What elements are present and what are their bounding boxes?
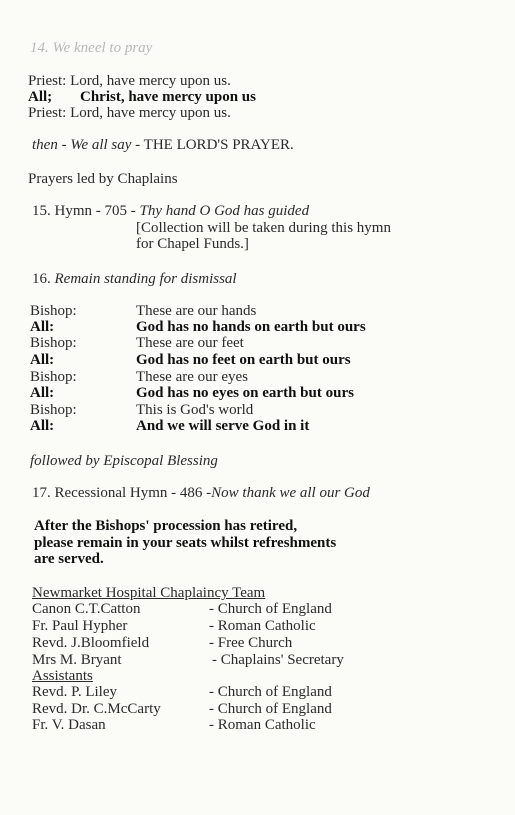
assistant-row bbox=[32, 717, 452, 734]
kyrie-text: Lord, have mercy upon us. bbox=[70, 105, 231, 121]
team-member-row bbox=[32, 652, 452, 669]
item-14-faded-heading: 14. We kneel to pray bbox=[30, 40, 153, 56]
team-heading: Newmarket Hospital Chaplaincy Team bbox=[32, 585, 266, 601]
item-15-title: Thy hand O God has guided bbox=[139, 203, 310, 219]
kyrie-role: Priest: bbox=[28, 105, 67, 121]
dismissal-text: And we will serve God in it bbox=[136, 418, 310, 434]
dismissal-role: All: bbox=[30, 418, 55, 434]
item-17-title: Now thank we all our God bbox=[211, 485, 370, 501]
kyrie-text: Lord, have mercy upon us. bbox=[70, 73, 231, 89]
lords-prayer-lead: then - We all say - bbox=[32, 137, 141, 153]
prayers-by-chaplains: Prayers led by Chaplains bbox=[28, 171, 178, 187]
assistant-row bbox=[32, 684, 452, 701]
dismissal-role: Bishop: bbox=[30, 402, 77, 418]
dismissal-line-5 bbox=[30, 369, 490, 386]
dismissal-line-6 bbox=[30, 385, 490, 402]
assistant-name: Revd. P. Liley bbox=[32, 684, 117, 700]
dismissal-text: God has no feet on earth but ours bbox=[136, 352, 351, 368]
kyrie-line-2 bbox=[28, 89, 256, 106]
dismissal-text: These are our feet bbox=[136, 335, 244, 351]
team-member-name: Canon C.T.Catton bbox=[32, 601, 141, 617]
item-15-hymn bbox=[32, 203, 309, 220]
assistant-name: Fr. V. Dasan bbox=[32, 717, 106, 733]
kyrie-role: All; bbox=[28, 89, 53, 105]
team-member-name: Fr. Paul Hypher bbox=[32, 618, 128, 634]
item-17-recessional-hymn bbox=[32, 485, 370, 502]
kyrie-text: Christ, have mercy upon us bbox=[80, 89, 256, 105]
item-15-label: 15. Hymn - 705 - bbox=[32, 203, 136, 219]
item-17-label: 17. Recessional Hymn - 486 - bbox=[32, 485, 212, 501]
dismissal-line-1 bbox=[30, 303, 490, 320]
lords-prayer-line bbox=[32, 137, 294, 154]
team-member-role: - Chaplains' Secretary bbox=[212, 652, 344, 668]
dismissal-role: Bishop: bbox=[30, 303, 77, 319]
assistants-heading: Assistants bbox=[32, 668, 93, 684]
assistant-role: - Roman Catholic bbox=[209, 717, 316, 733]
dismissal-text: God has no eyes on earth but ours bbox=[136, 385, 354, 401]
dismissal-text: God has no hands on earth but ours bbox=[136, 319, 366, 335]
notice-line-2: please remain in your seats whilst refreshments bbox=[34, 535, 337, 551]
dismissal-line-3 bbox=[30, 335, 490, 352]
assistant-role: - Church of England bbox=[209, 684, 332, 700]
kyrie-line-1 bbox=[28, 73, 231, 90]
item-16-heading bbox=[32, 271, 237, 288]
assistant-name: Revd. Dr. C.McCarty bbox=[32, 701, 161, 717]
dismissal-role: Bishop: bbox=[30, 369, 77, 385]
kyrie-role: Priest: bbox=[28, 73, 67, 89]
dismissal-text: These are our eyes bbox=[136, 369, 249, 385]
team-member-role: - Church of England bbox=[209, 601, 332, 617]
team-member-name: Mrs M. Bryant bbox=[32, 652, 122, 668]
dismissal-line-2 bbox=[30, 319, 490, 336]
notice-line-3: are served. bbox=[34, 551, 104, 567]
notice-line-1: After the Bishops' procession has retired, bbox=[34, 518, 298, 534]
item-16-text: Remain standing for dismissal bbox=[54, 271, 237, 287]
kyrie-line-3 bbox=[28, 105, 231, 122]
episcopal-blessing: followed by Episcopal Blessing bbox=[30, 453, 218, 469]
dismissal-text: This is God's world bbox=[136, 402, 254, 418]
team-member-row bbox=[32, 635, 452, 652]
dismissal-role: Bishop: bbox=[30, 335, 77, 351]
dismissal-role: All: bbox=[30, 319, 55, 335]
team-member-role: - Free Church bbox=[209, 635, 293, 651]
item-15-note-line-1: [Collection will be taken during this hymn bbox=[136, 220, 391, 236]
dismissal-role: All: bbox=[30, 385, 55, 401]
assistant-role: - Church of England bbox=[209, 701, 332, 717]
team-member-row bbox=[32, 601, 452, 618]
lords-prayer-title: THE LORD'S PRAYER. bbox=[143, 137, 294, 153]
dismissal-text: These are our hands bbox=[136, 303, 257, 319]
dismissal-line-7 bbox=[30, 402, 490, 419]
team-member-name: Revd. J.Bloomfield bbox=[32, 635, 150, 651]
dismissal-line-4 bbox=[30, 352, 490, 369]
dismissal-line-8 bbox=[30, 418, 490, 435]
dismissal-role: All: bbox=[30, 352, 55, 368]
item-16-number: 16. bbox=[32, 271, 51, 287]
team-member-role: - Roman Catholic bbox=[209, 618, 316, 634]
assistant-row bbox=[32, 701, 452, 718]
item-15-note-line-2: for Chapel Funds.] bbox=[136, 236, 249, 252]
team-member-row bbox=[32, 618, 452, 635]
